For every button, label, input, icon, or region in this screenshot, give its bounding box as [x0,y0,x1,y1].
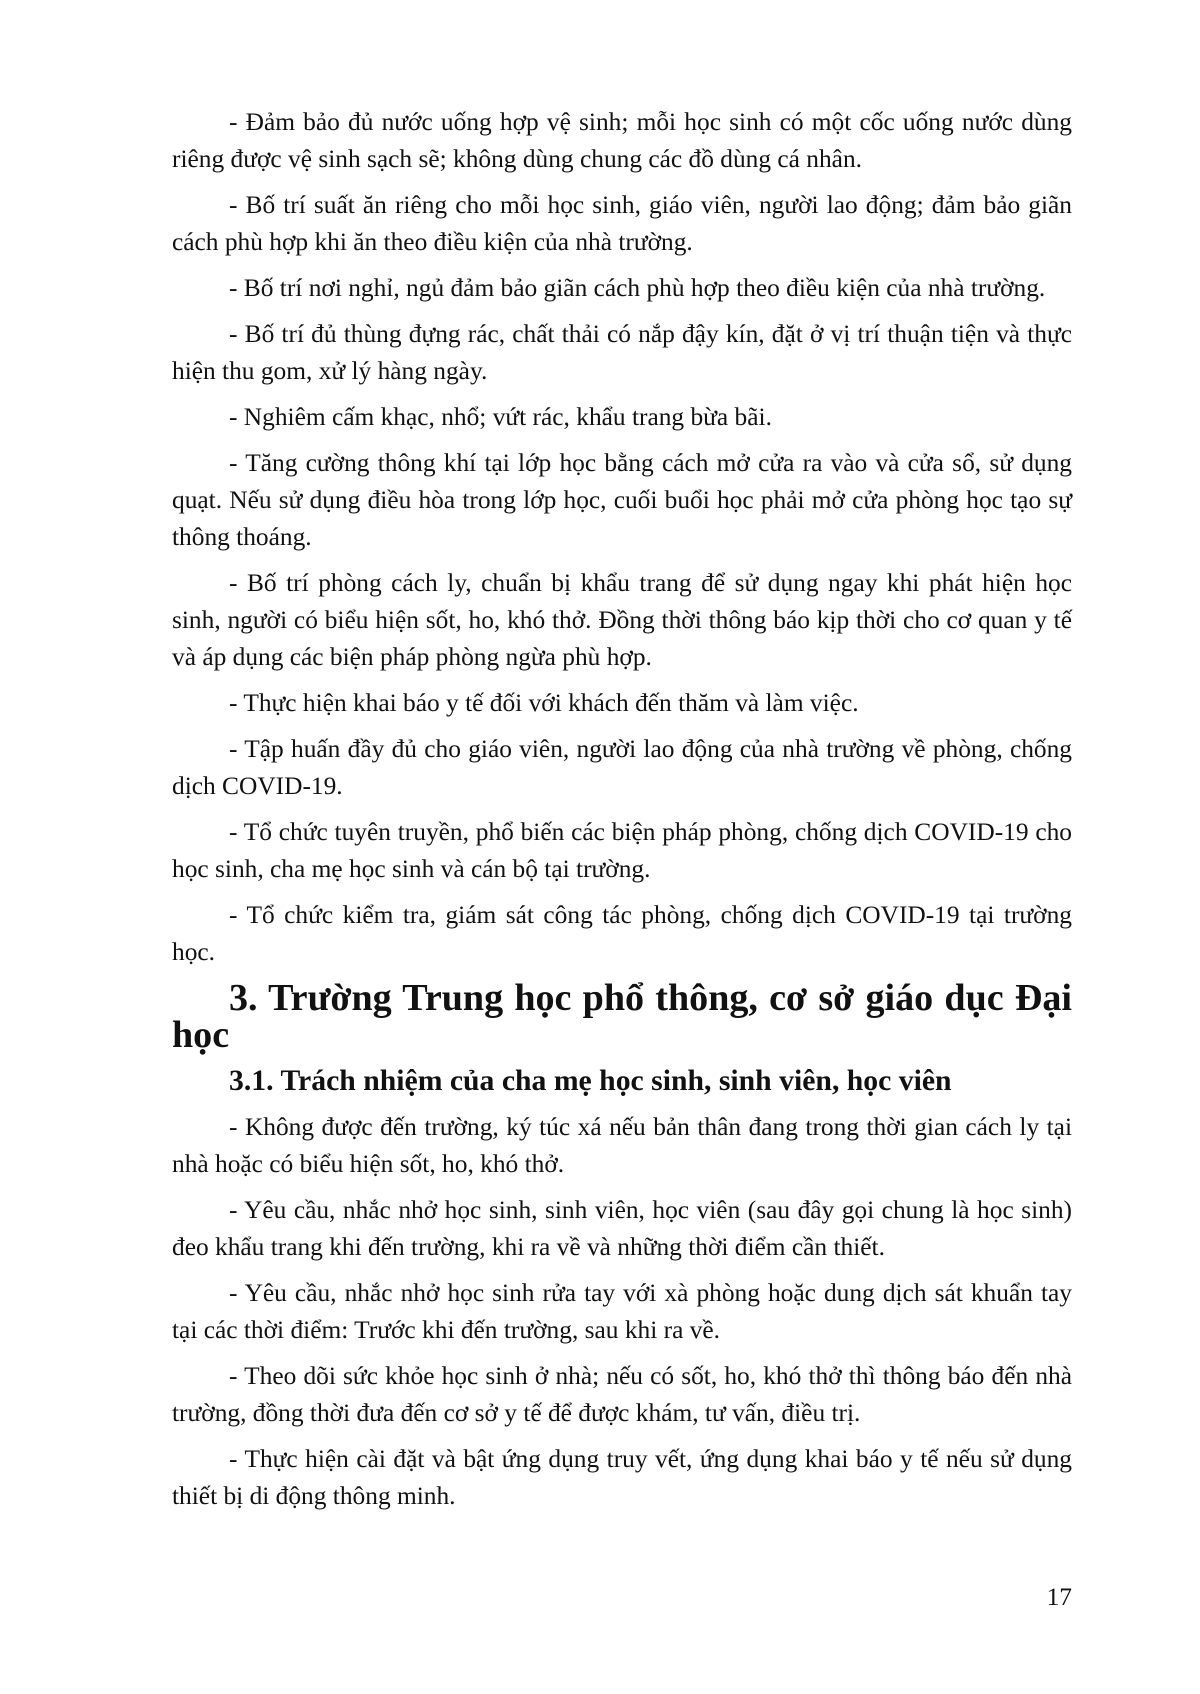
paragraph-meals: - Bố trí suất ăn riêng cho mỗi học sinh, giáo viên, người lao động; đảm bảo giãn cách phù hợp khi ăn theo điều kiện của nhà trường. [172,191,1072,256]
paragraph-staff-training: - Tập huấn đầy đủ cho giáo viên, người lao động của nhà trường về phòng, chống dịch COVID-19. [172,735,1072,800]
paragraph-communication: - Tổ chức tuyên truyền, phổ biến các biện pháp phòng, chống dịch COVID-19 cho học sinh, cha mẹ học sinh và cán bộ tại trường. [172,818,1072,883]
paragraph-tracing-app: - Thực hiện cài đặt và bật ứng dụng truy vết, ứng dụng khai báo y tế nếu sử dụng thiết bị di động thông minh. [172,1445,1072,1510]
paragraph-isolation-room: - Bố trí phòng cách ly, chuẩn bị khẩu trang để sử dụng ngay khi phát hiện học sinh, người có biểu hiện sốt, ho, khó thở. Đồng thời thông báo kịp thời cho cơ quan y tế và áp dụng các biện pháp phòng ngừa phù hợp. [172,569,1072,671]
paragraph-rest-area: - Bố trí nơi nghỉ, ngủ đảm bảo giãn cách phù hợp theo điều kiện của nhà trường. [229,274,1046,302]
paragraph-waste-bins: - Bố trí đủ thùng đựng rác, chất thải có nắp đậy kín, đặt ở vị trí thuận tiện và thực hiện thu gom, xử lý hàng ngày. [172,320,1072,385]
paragraph-inspection: - Tổ chức kiểm tra, giám sát công tác phòng, chống dịch COVID-19 tại trường học. [172,901,1072,966]
paragraph-wear-mask: - Yêu cầu, nhắc nhở học sinh, sinh viên, học viên (sau đây gọi chung là học sinh) đeo khẩu trang khi đến trường, khi ra về và những thời điểm cần thiết. [172,1196,1072,1261]
page-number: 17 [1046,1583,1072,1611]
paragraph-no-spitting: - Nghiêm cấm khạc, nhổ; vứt rác, khẩu trang bừa bãi. [229,403,772,431]
subsection-heading: 3.1. Trách nhiệm của cha mẹ học sinh, sinh viên, học viên [229,1065,952,1097]
paragraph-health-monitoring: - Theo dõi sức khỏe học sinh ở nhà; nếu có sốt, ho, khó thở thì thông báo đến nhà trường, đồng thời đưa đến cơ sở y tế để được khám, tư vấn, điều trị. [172,1362,1072,1427]
paragraph-ventilation: - Tăng cường thông khí tại lớp học bằng cách mở cửa ra vào và cửa sổ, sử dụng quạt. Nếu sử dụng điều hòa trong lớp học, cuối buổi học phải mở cửa phòng học tạo sự thông thoáng. [172,449,1072,551]
paragraph-visitor-declaration: - Thực hiện khai báo y tế đối với khách đến thăm và làm việc. [229,689,859,717]
paragraph-drinking-water: - Đảm bảo đủ nước uống hợp vệ sinh; mỗi học sinh có một cốc uống nước dùng riêng được vệ sinh sạch sẽ; không dùng chung các đồ dùng cá nhân. [172,108,1072,173]
section-heading: 3. Trường Trung học phổ thông, cơ sở giáo dục Đại học [172,977,1072,1056]
paragraph-stay-home: - Không được đến trường, ký túc xá nếu bản thân đang trong thời gian cách ly tại nhà hoặc có biểu hiện sốt, ho, khó thở. [172,1113,1072,1178]
paragraph-hand-washing: - Yêu cầu, nhắc nhở học sinh rửa tay với xà phòng hoặc dung dịch sát khuẩn tay tại các thời điểm: Trước khi đến trường, sau khi ra về. [172,1279,1072,1344]
document-page [172,104,1072,1524]
